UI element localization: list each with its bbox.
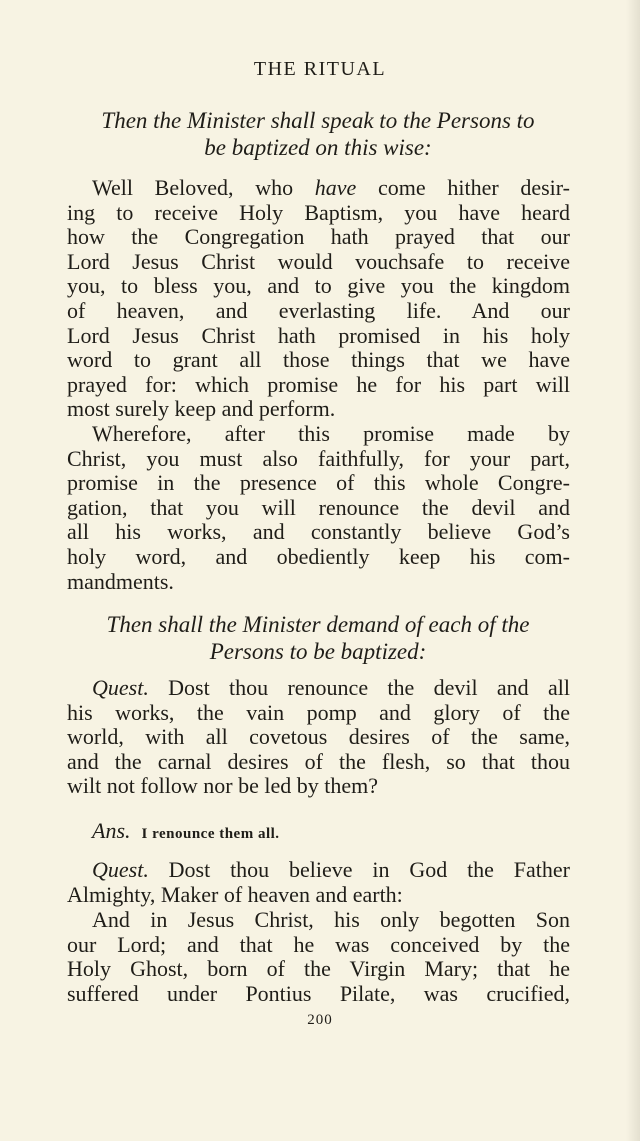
question-renounce — [67, 676, 570, 799]
text-line: how the Congregation hath prayed that our — [67, 224, 570, 250]
rubric-line: Persons to be baptized: — [209, 639, 427, 664]
text-line: his works, the vain pomp and glory of the — [67, 699, 570, 725]
text-line: Wherefore, after this promise made by — [92, 421, 570, 446]
page-edge-shadow — [626, 0, 640, 1141]
text-line: and the carnal desires of the flesh, so that thou — [67, 748, 570, 774]
running-head: THE RITUAL — [253, 58, 387, 80]
text-line: Quest. Dost thou believe in God the Father — [92, 857, 570, 882]
text-line: of heaven, and everlasting life. And our — [67, 297, 570, 323]
emphasis-have: have — [314, 175, 357, 200]
text-line: our Lord; and that he was conceived by the — [67, 931, 570, 957]
rubric-line: Then shall the Minister demand of each of the — [106, 612, 530, 637]
rubric-line: be baptized on this wise: — [204, 135, 432, 160]
text-line: world, with all covetous desires of the same, — [67, 724, 570, 750]
question-believe — [67, 858, 570, 907]
answer-text: I renounce them all. — [141, 826, 280, 842]
text-line: suffered under Pontius Pilate, was crucified, — [67, 980, 570, 1006]
text-line: word to grant all those things that we have — [67, 347, 570, 373]
text-line: And in Jesus Christ, his only begotten Son — [92, 907, 570, 932]
text-line: gation, that you will renounce the devil and — [67, 494, 570, 520]
text-line: prayed for: which promise he for his part will — [67, 371, 570, 397]
text-line: mandments. — [67, 568, 174, 594]
paragraph-creed — [67, 908, 570, 1006]
speaker-ans: Ans. — [92, 818, 131, 843]
speaker-quest: Quest. — [92, 675, 149, 700]
text-line: Christ, you must also faithfully, for your part, — [67, 445, 570, 471]
paragraph-wherefore — [67, 422, 570, 594]
text-line: Well Beloved, who have come hither desir- — [92, 175, 570, 200]
text-line: ing to receive Holy Baptism, you have heard — [67, 199, 570, 225]
text-line: promise in the presence of this whole Congre- — [67, 470, 570, 496]
paragraph-well-beloved — [67, 176, 570, 422]
text-line: Lord Jesus Christ hath promised in his holy — [67, 322, 570, 348]
text-line: you, to bless you, and to give you the kingdom — [67, 273, 570, 299]
speaker-quest: Quest. — [92, 857, 149, 882]
answer-renounce — [92, 818, 280, 844]
rubric-speak-to-persons — [60, 107, 576, 161]
text-line: Quest. Dost thou renounce the devil and all — [92, 675, 570, 700]
text-line: Almighty, Maker of heaven and earth: — [67, 881, 403, 907]
text-line: Holy Ghost, born of the Virgin Mary; that he — [67, 956, 570, 982]
text-line: Lord Jesus Christ would vouchsafe to receive — [67, 248, 570, 274]
text-line: all his works, and constantly believe God’s — [67, 519, 570, 545]
text-line: most surely keep and perform. — [67, 396, 336, 422]
text-line: holy word, and obediently keep his com- — [67, 543, 570, 569]
rubric-line: Then the Minister shall speak to the Persons to — [101, 108, 535, 133]
page-number: 200 — [307, 1012, 333, 1028]
text-line: wilt not follow nor be led by them? — [67, 773, 378, 799]
rubric-minister-demand — [60, 611, 576, 665]
